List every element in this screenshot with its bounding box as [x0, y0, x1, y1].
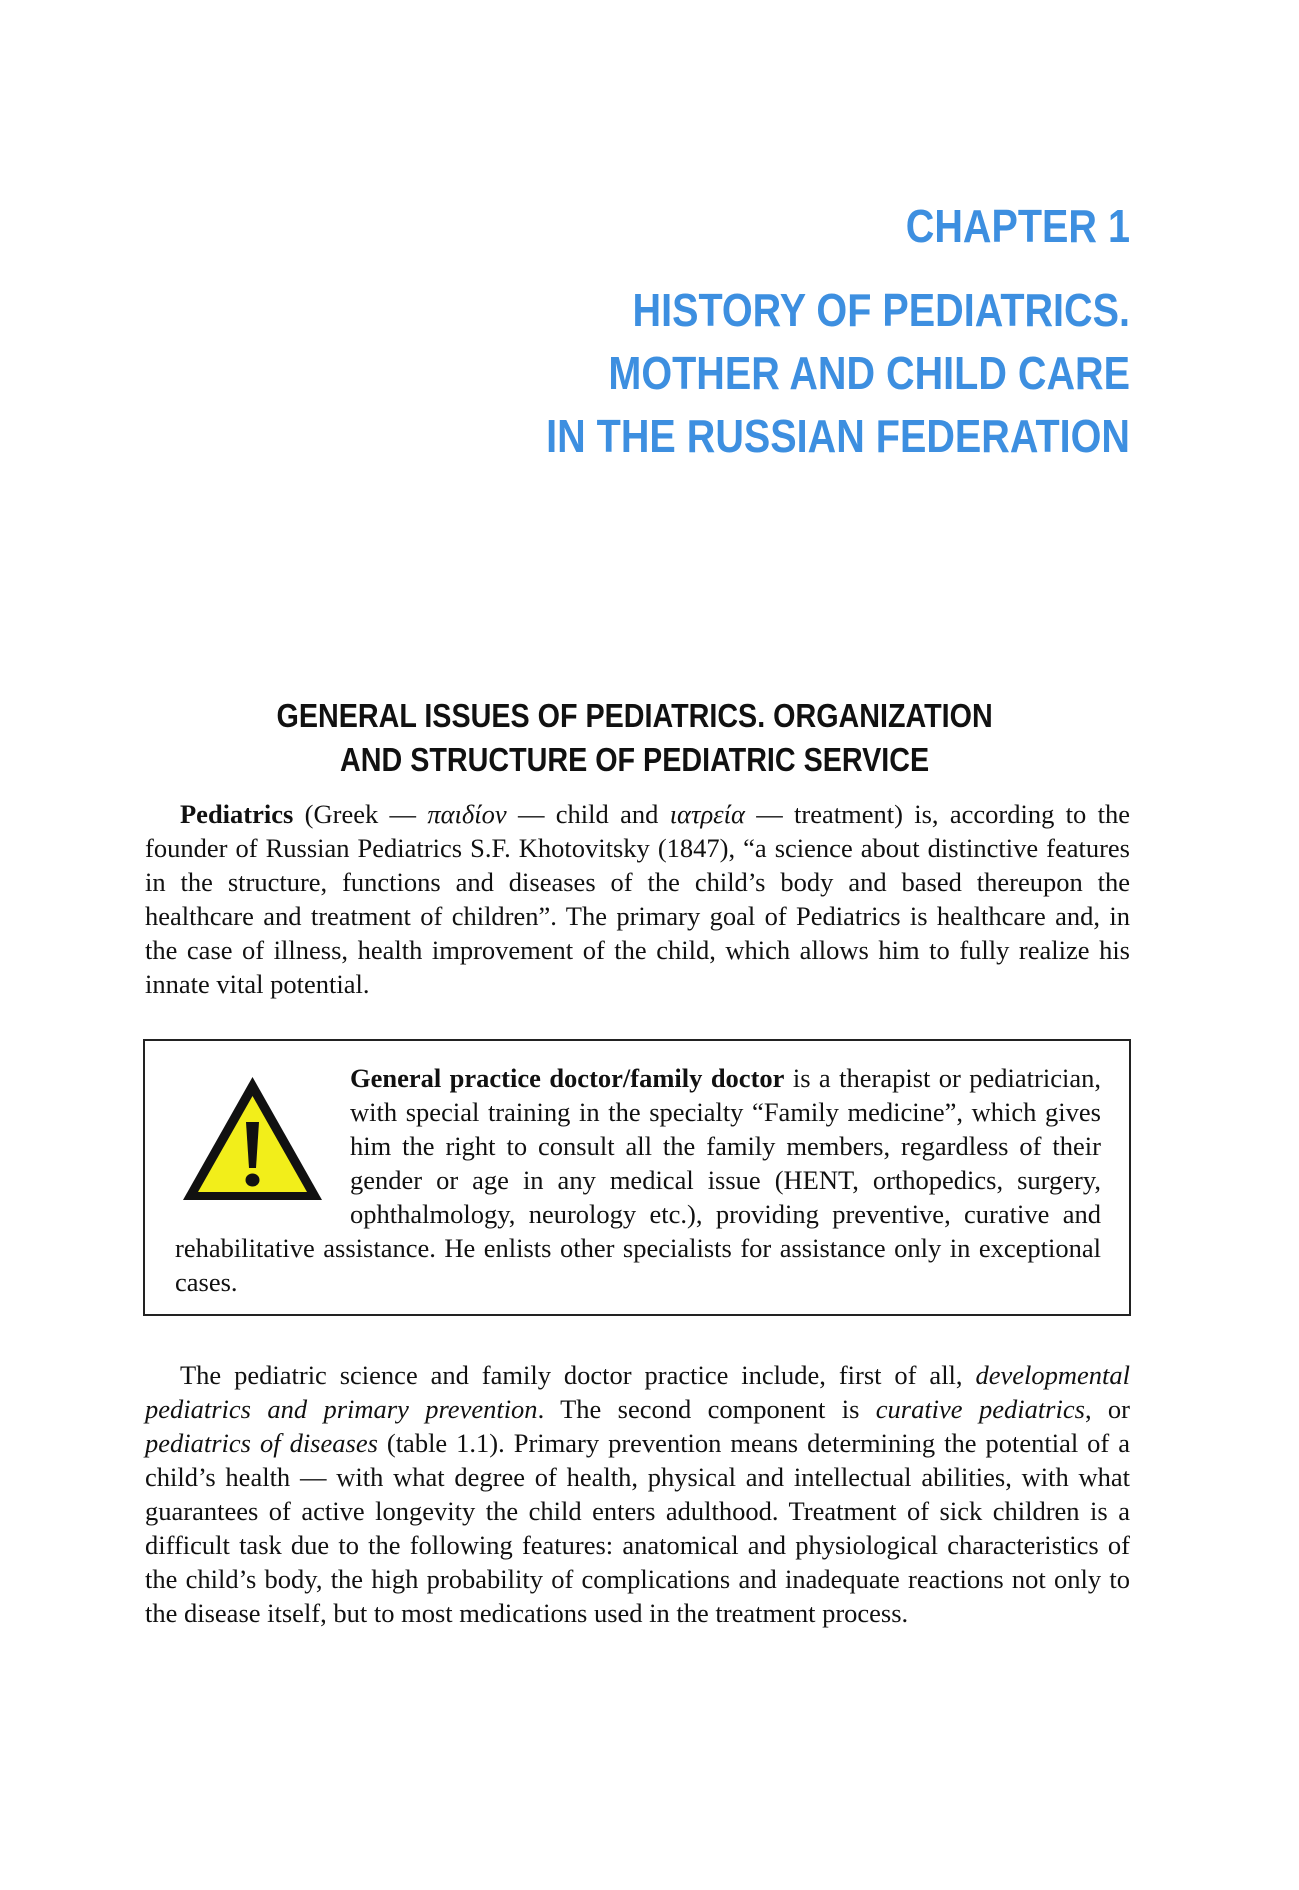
paragraph-text: The pediatric science and family doctor practice include, first of all, — [180, 1360, 976, 1390]
section-heading — [140, 694, 1130, 782]
note-text — [175, 1061, 1101, 1299]
term-family-doctor: General practice doctor/family doctor — [350, 1063, 785, 1093]
chapter-heading — [287, 196, 1130, 468]
paragraph-pediatrics-definition — [145, 797, 1130, 1001]
paragraph-text: — child and — [506, 799, 670, 829]
paragraph-text: (table 1.1). Primary prevention means determining the potential of a child’s health — with what degree of health, physical and intellectual abilities, with what guarantees of active longevity the child enters adulthood. Treatment of sick children is a difficult task due to the following features: anatomical and physiological characteristics of the child’s body, the high probability of complications and inadequate reactions not only to the disease itself, but to most medications used in the treatment process. — [145, 1428, 1130, 1628]
paragraph-text: (Greek — — [293, 799, 428, 829]
emphasis-diseases: pediatrics of diseases — [145, 1428, 378, 1458]
paragraph-text: — treatment) is, according to the founder of Russian Pediatrics S.F. Khotovitsky (1847), “a science about distinctive features in the structure, functions and diseases of the child’s body and based thereupon the healthcare and treatment of children”. The primary goal of Pediatrics is healthcare and, in the case of illness, health improvement of the child, which allows him to fully realize his innate vital potential. — [145, 799, 1130, 999]
paragraph-text: , or — [1084, 1394, 1131, 1424]
section-heading-line: GENERAL ISSUES OF PEDIATRICS. ORGANIZATION — [276, 697, 994, 734]
paragraph-pediatric-science — [145, 1358, 1130, 1630]
emphasis-curative: curative pediatrics — [875, 1394, 1085, 1424]
term-pediatrics: Pediatrics — [180, 799, 294, 829]
emphasis-developmental: developmental pediatrics and primary prevention — [145, 1360, 1130, 1424]
section-heading-line: AND STRUCTURE OF PEDIATRIC SERVICE — [340, 741, 930, 778]
chapter-number: CHAPTER 1 — [905, 200, 1130, 252]
chapter-title-line: MOTHER AND CHILD CARE — [608, 347, 1130, 399]
greek-word-child: παιδίον — [427, 799, 507, 829]
paragraph-text: . The second component is — [537, 1394, 876, 1424]
chapter-title-line: IN THE RUSSIAN FEDERATION — [546, 410, 1130, 462]
chapter-title — [287, 279, 1130, 468]
chapter-title-line: HISTORY OF PEDIATRICS. — [632, 284, 1130, 336]
greek-word-treatment: ιατρεία — [669, 799, 745, 829]
note-body: is a therapist or pediatrician, with special training in the specialty “Family medicine”, which gives him the right to consult all the family members, regardless of their gender or age in any medical issue (HENT, orthopedics, surgery, ophthalmology, neurology etc.), providing preventive, curative and rehabilitative assistance. He enlists other specialists for assistance only in exceptional cases. — [175, 1063, 1101, 1297]
note-box — [143, 1039, 1131, 1316]
icon-spacer — [175, 1061, 350, 1231]
